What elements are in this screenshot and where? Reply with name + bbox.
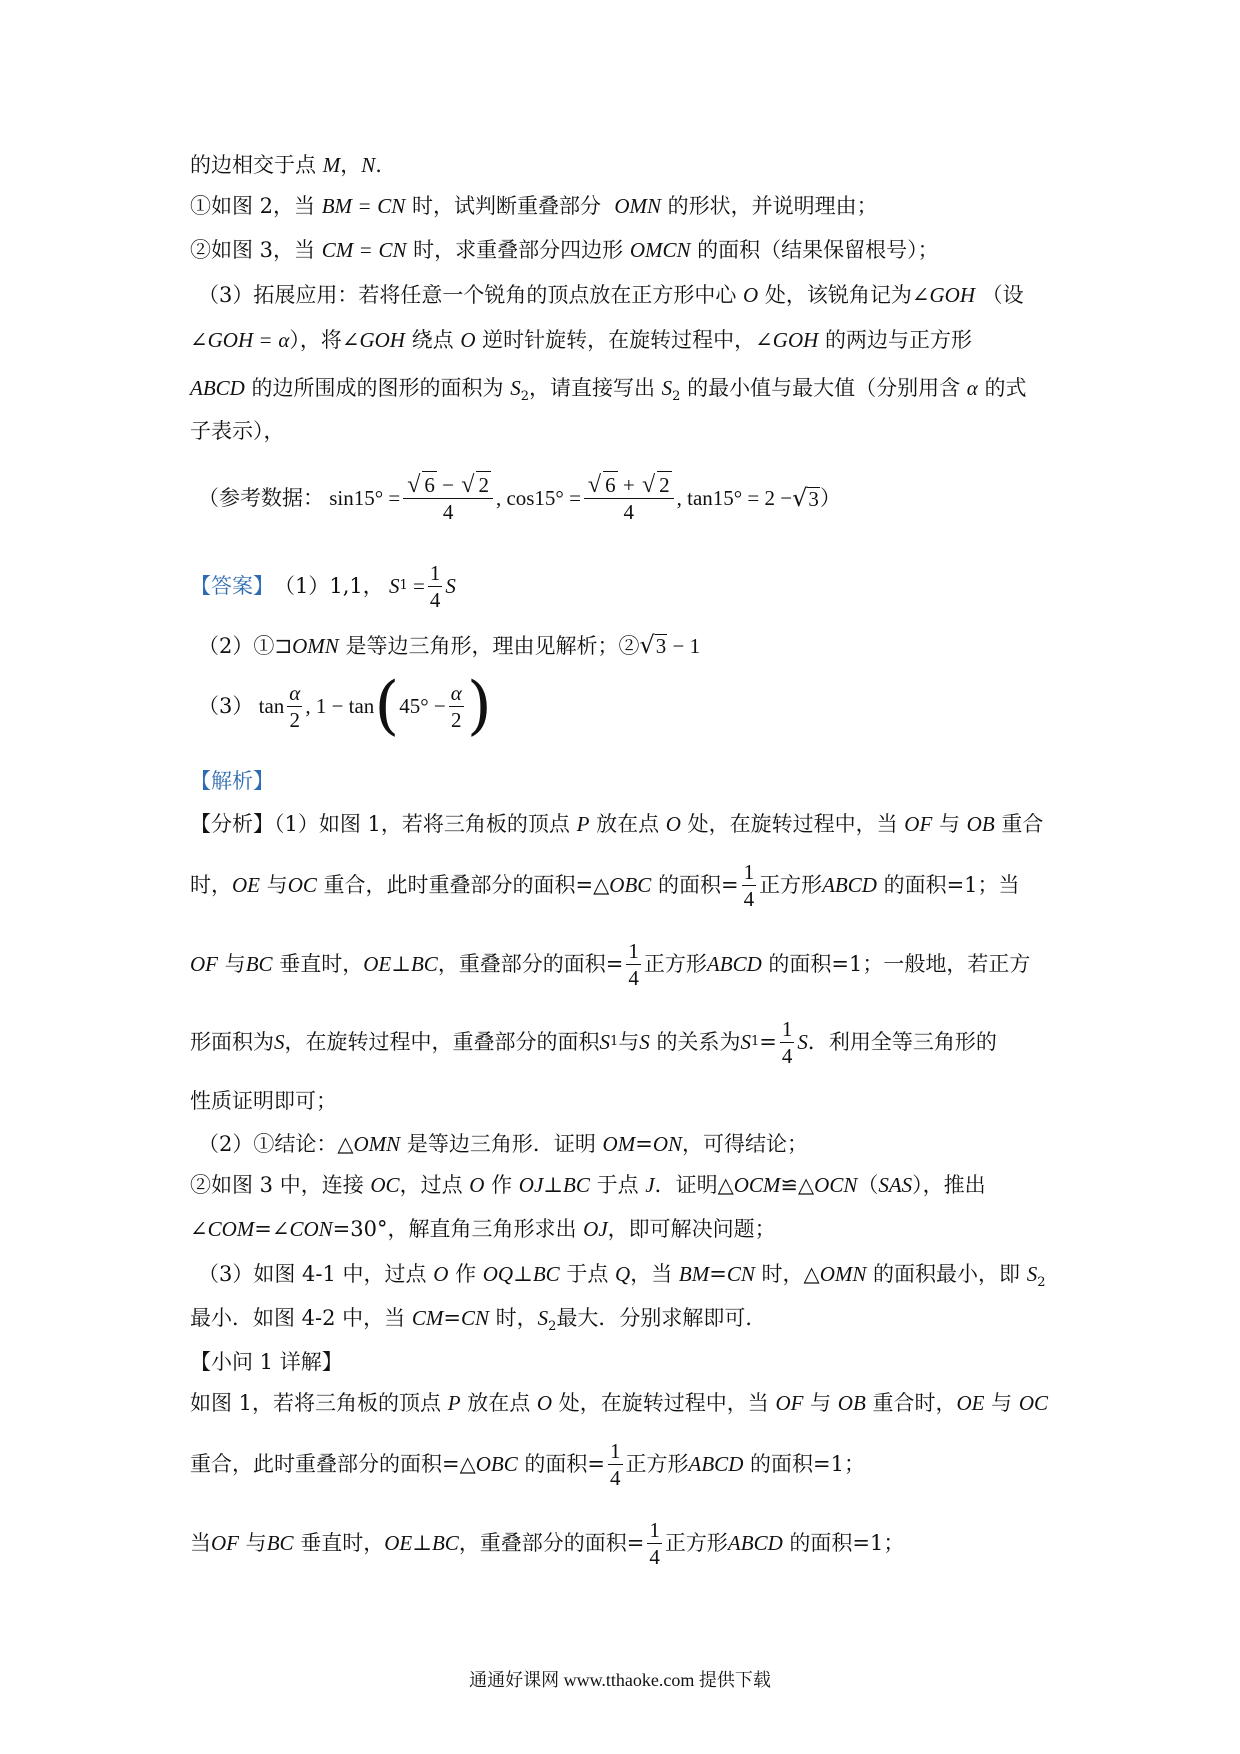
text-line: （3）如图 4-1 中，过点 O 作 OQ⊥BC 于点 Q，当 BM=CN 时，△OMN 的面积最小，即 $S_2$ [198,1262,1046,1291]
text-line: ②如图 3，当 CM = CN 时，求重叠部分四边形 OMCN 的面积（结果保留根号）； [190,238,939,262]
text-line: 【分析】（1）如图 1，若将三角板的顶点 P 放在点 O 处，在旋转过程中，当 OF 与 OB 重合 [190,812,1044,836]
sub-question-heading: 【小问 1 详解】 [190,1350,343,1374]
text-line: OF 与 BC 垂直时， OE ⊥ BC ，重叠部分的面积= $\frac{1}{4}$ 正方形 ABCD 的面积=1；一般地，若正方 [190,938,1031,990]
answer-line-3: （3） tan $\frac{\alpha}{2}$ , 1 − tan ( 45° − $\frac{\alpha}{2}$ ) [198,669,492,743]
text-line: 子表示）， [190,419,285,443]
text-line: ∠GOH = α），将∠GOH 绕点 O 逆时针旋转，在旋转过程中，∠GOH 的两边与正方形 [190,328,972,352]
text-line: 重合，此时重叠部分的面积=△ OBC 的面积= $\frac{1}{4}$ 正方形 ABCD 的面积=1； [190,1438,865,1490]
answer-tag: 【答案】 [190,574,274,598]
text-line: （3）拓展应用：若将任意一个锐角的顶点放在正方形中心 O 处，该锐角记为∠GOH （设 [198,283,1024,307]
text-line: 时， OE 与 OC 重合，此时重叠部分的面积=△ OBC 的面积= $\frac{1}{4}$ 正方形 ABCD 的面积=1；当 [190,859,1020,911]
answer-line-2: （2）①⊐OMN 是等边三角形，理由见解析；②√3 − 1 [198,631,701,659]
text-line: ABCD 的边所围成的图形的面积为 $S_2$，请直接写出 $S_2$ 的最小值与最大值（分别用含 α 的式 [190,376,1027,405]
text-line: （2）①结论：△OMN 是等边三角形．证明 OM=ON，可得结论； [198,1132,809,1156]
reference-data: （参考数据： sin15° = $\frac{√ 6 - √ 2}{4}$ , cos15° = $\frac{√ 6 + √ 2}{4}$ , tan15° = 2 − √ 3 ） [198,472,841,524]
text-line: 的边相交于点 M，N. [190,153,382,177]
text-line: 最小．如图 4-2 中，当 CM=CN 时，$S_2$最大．分别求解即可． [190,1306,767,1335]
analysis-tag: 【解析】 [190,769,274,793]
text-line: 当 OF 与 BC 垂直时， OE ⊥ BC ，重叠部分的面积= $\frac{1}{4}$ 正方形 ABCD 的面积=1； [190,1517,905,1569]
text-line: ②如图 3 中，连接 OC，过点 O 作 OJ⊥BC 于点 J．证明△OCM≌△OCN（SAS），推出 [190,1173,986,1197]
text-line: 性质证明即可； [190,1089,337,1113]
page-footer: 通通好课网 www.tthaoke.com 提供下载 [469,1670,771,1690]
text-line: ①如图 2，当 BM = CN 时，试判断重叠部分 OMN 的形状，并说明理由； [190,194,878,218]
text-line: 形面积为 S ，在旋转过程中，重叠部分的面积 S 1 与 S 的关系为 S 1 = $\frac{1}{4}$ S ．利用全等三角形的 [190,1016,997,1068]
text-line: 如图 1，若将三角板的顶点 P 放在点 O 处，在旋转过程中，当 OF 与 OB 重合时，OE 与 OC [190,1391,1049,1415]
answer-line-1: 【答案】 （1）1,1， S 1 = $\frac{1}{4}$ S [190,560,456,612]
text-line: ∠COM=∠CON=30°，解直角三角形求出 OJ，即可解决问题； [190,1217,776,1241]
